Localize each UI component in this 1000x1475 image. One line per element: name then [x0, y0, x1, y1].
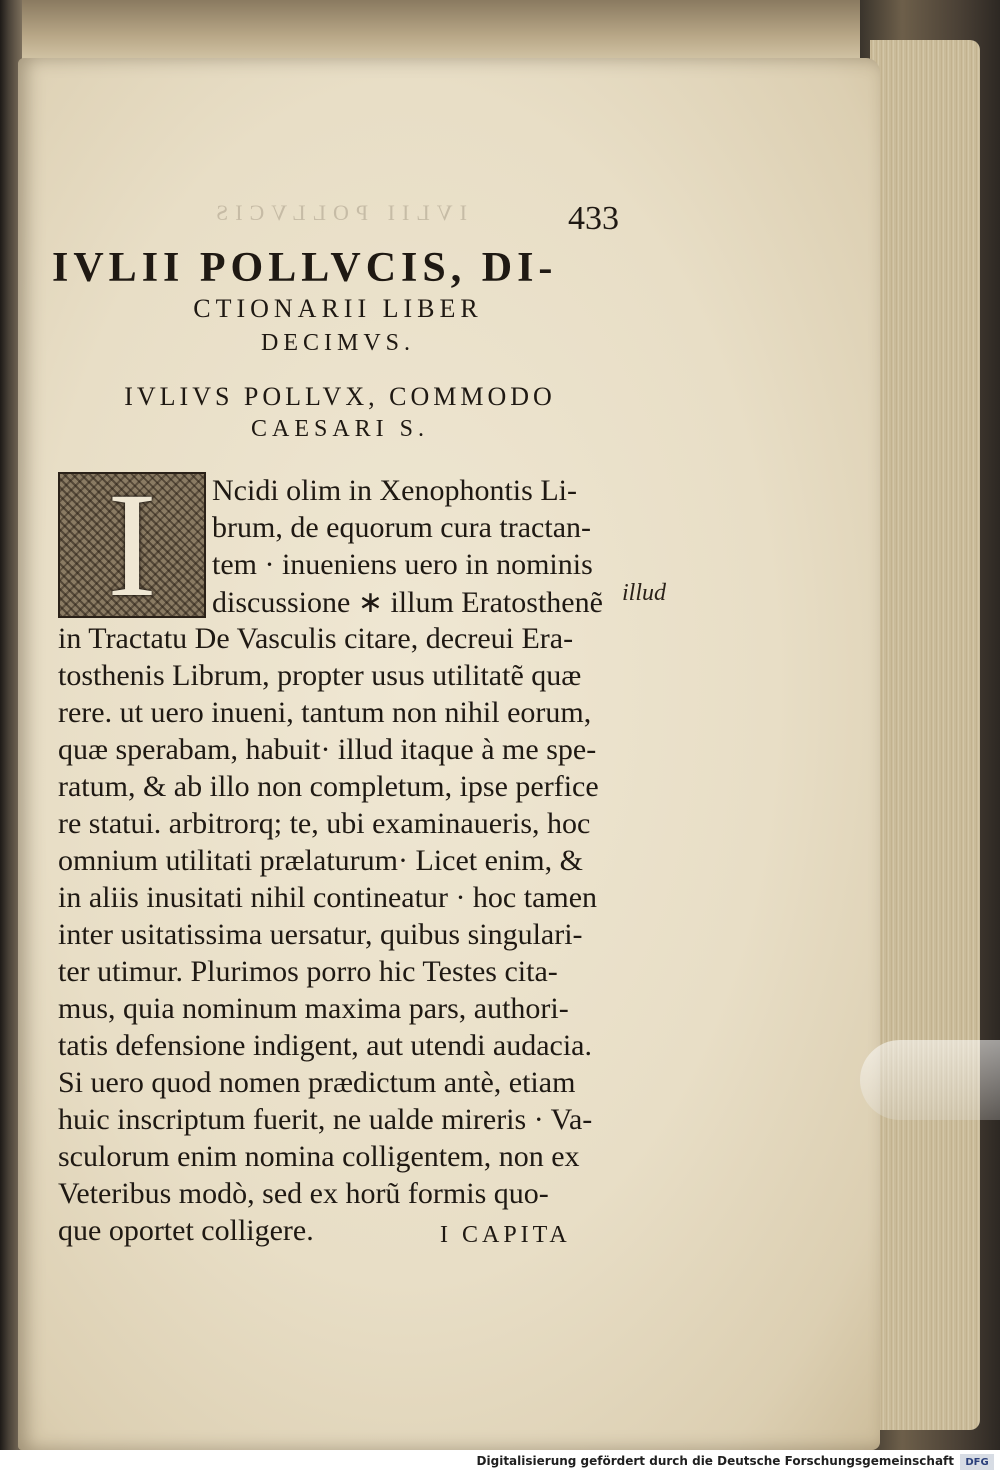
- body-line: tosthenis Librum, propter usus utilitatẽ quæ: [58, 659, 582, 692]
- body-line: ter utimur. Plurimos porro hic Testes cita-: [58, 955, 558, 988]
- show-through-running-head: IVLII POLLVCIS: [209, 200, 467, 225]
- body-line: tatis defensione indigent, aut utendi audacia.: [58, 1029, 592, 1062]
- body-line: omnium utilitati prælaturum· Licet enim, &: [58, 844, 583, 877]
- footer-credit: Digitalisierung gefördert durch die Deutsche Forschungsgemeinschaft: [476, 1454, 954, 1468]
- title-line-2: CTIONARII LIBER: [193, 294, 483, 323]
- body-line: discussione ∗ illum Eratosthenẽ: [212, 586, 603, 619]
- body-line: rere. ut uero inueni, tantum non nihil eorum,: [58, 696, 592, 729]
- body-line: que oportet colligere.: [58, 1214, 314, 1247]
- body-line: Ncidi olim in Xenophontis Li-: [212, 474, 577, 507]
- catchword: I CAPITA: [440, 1222, 571, 1248]
- body-line: huic inscriptum fuerit, ne ualde mireris · Va-: [58, 1103, 593, 1136]
- title-line-1: IVLII POLLVCIS, DI-: [52, 245, 558, 291]
- dedication-line-2: CAESARI S.: [250, 416, 430, 442]
- body-line: brum, de equorum cura tractan-: [212, 511, 591, 544]
- body-line: quæ sperabam, habuit· illud itaque à me spe-: [58, 733, 597, 766]
- dedication-line-1: IVLIVS POLLVX, COMMODO: [124, 382, 556, 411]
- initial-letter: I: [107, 462, 157, 628]
- book-top-edge: [0, 0, 1000, 60]
- body-line: tem · inueniens uero in nominis: [212, 548, 593, 581]
- page-block-edges: [870, 40, 980, 1430]
- body-line: Si uero quod nomen prædictum antè, etiam: [58, 1066, 576, 1099]
- marginal-note: illud: [622, 580, 667, 606]
- body-line: mus, quia nominum maxima pars, authori-: [58, 992, 569, 1025]
- dfg-logo: DFG: [960, 1454, 994, 1470]
- body-line: ratum, & ab illo non completum, ipse perfice: [58, 770, 599, 803]
- page-clamp: [860, 1040, 1000, 1120]
- body-line: Veteribus modò, sed ex horũ formis quo-: [58, 1177, 549, 1210]
- body-line: sculorum enim nomina colligentem, non ex: [58, 1140, 580, 1173]
- page-number: 433: [568, 200, 619, 237]
- body-line: inter usitatissima uersatur, quibus singulari-: [58, 918, 583, 951]
- body-line: in Tractatu De Vasculis citare, decreui Era-: [58, 622, 574, 655]
- title-line-3: DECIMVS.: [260, 330, 415, 356]
- body-line: re statui. arbitrorq; te, ubi examinaueris, hoc: [58, 807, 591, 840]
- decorated-initial: [58, 462, 206, 628]
- footer-bar: [0, 1450, 1000, 1475]
- body-line: in aliis inusitati nihil contineatur · hoc tamen: [58, 881, 598, 914]
